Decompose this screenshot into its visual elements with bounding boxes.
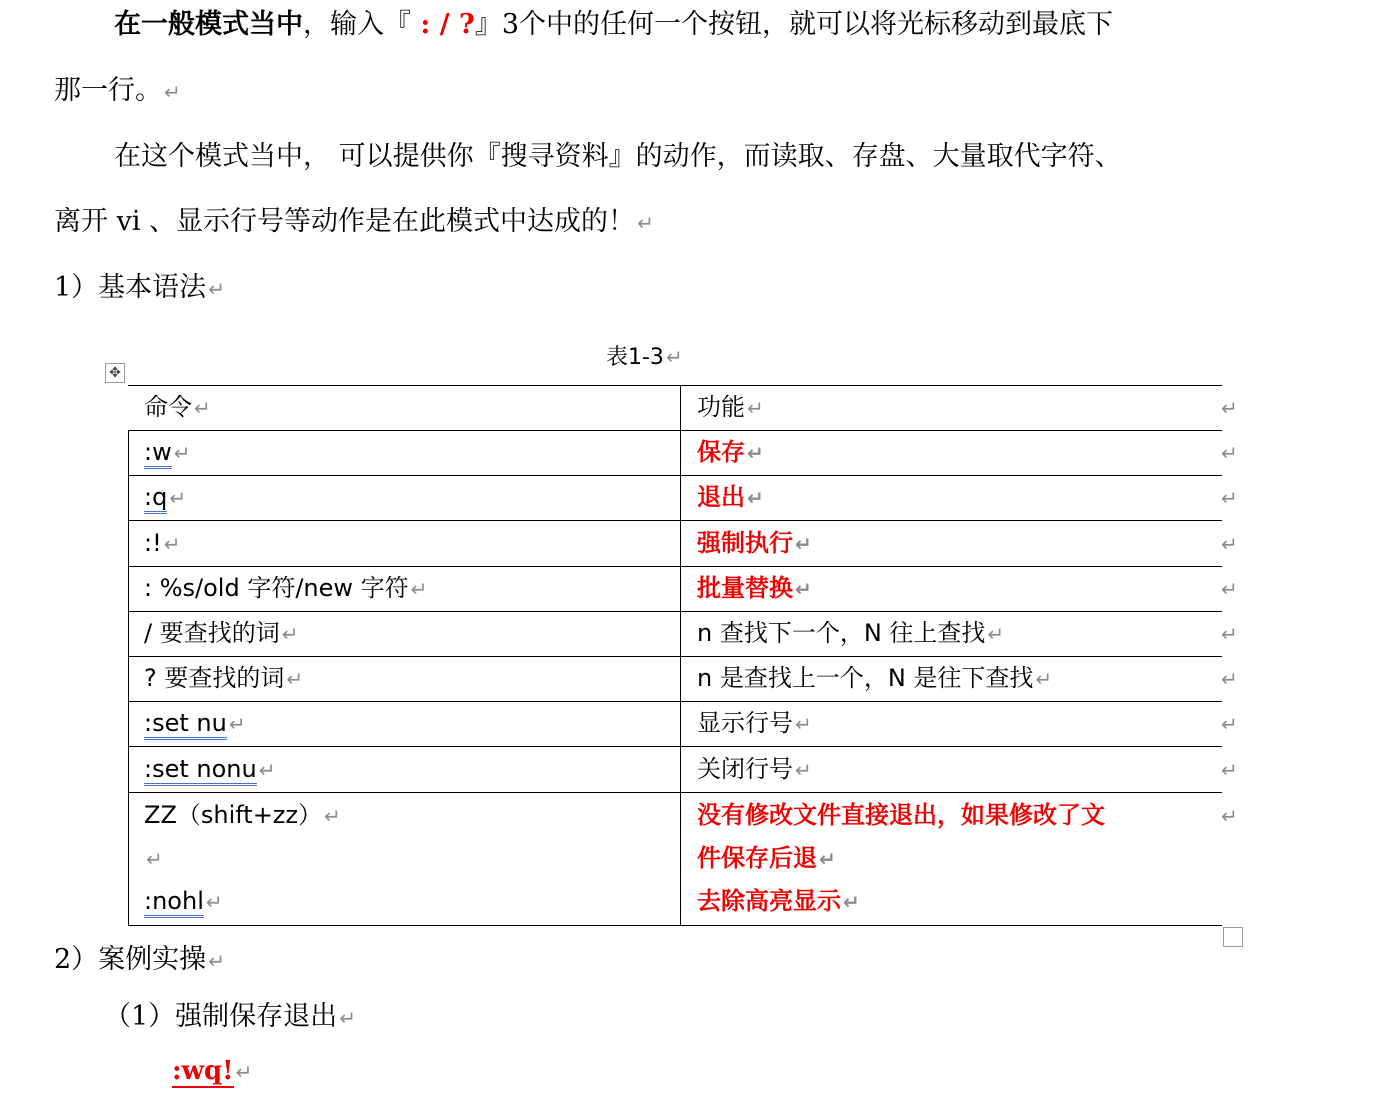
- paragraph-mark-icon: ↵: [228, 712, 246, 736]
- table-border: [128, 566, 1222, 567]
- header-text: 功能: [697, 393, 745, 421]
- paragraph-2-line-1: [114, 140, 1122, 174]
- paragraph-mark-icon: ↵: [163, 532, 181, 556]
- table-cell-function: [697, 886, 860, 917]
- key-list: : / ?: [411, 9, 475, 40]
- paragraph-mark-icon: ↵: [747, 441, 764, 465]
- table-header-function: [697, 392, 764, 423]
- function-text: n 是查找上一个，N 是往下查找: [697, 664, 1034, 692]
- section-heading-basic-syntax: [54, 271, 225, 306]
- function-text: 关闭行号: [697, 755, 793, 783]
- paragraph-mark-icon: ↵: [258, 758, 276, 782]
- text-segment: ，输入『: [303, 9, 411, 40]
- bold-phrase: 在一般模式当中: [114, 9, 303, 40]
- caption-text: 表1-3: [606, 345, 664, 370]
- function-text: 件保存后退: [697, 844, 817, 872]
- table-cell-function: [697, 573, 812, 604]
- command-text: ? 要查找的词: [144, 664, 285, 692]
- table-border: [128, 701, 1222, 702]
- table-cell-command: [144, 437, 190, 468]
- paragraph-mark-icon: ↵: [208, 277, 225, 301]
- row-end-mark-icon: ↵: [1221, 712, 1238, 736]
- paragraph-1-line-1: [114, 8, 1113, 42]
- paragraph-mark-icon: ↵: [194, 396, 211, 420]
- table-cell-function: [697, 800, 1105, 830]
- table-cell-command: [144, 800, 341, 831]
- command-text: ZZ（shift+zz）: [144, 801, 323, 829]
- function-text: 保存: [697, 438, 745, 466]
- table-border: [128, 475, 1222, 476]
- text-segment: 离开 vi 、显示行号等动作是在此模式中达成的！: [54, 206, 636, 237]
- row-end-mark-icon: ↵: [1221, 804, 1238, 828]
- command-text: :set nonu: [144, 755, 257, 786]
- table-border: [128, 611, 1222, 612]
- heading-text: 2）案例实操: [54, 944, 207, 975]
- example-command-line: [172, 1056, 252, 1086]
- paragraph-mark-icon: ↵: [339, 1006, 356, 1030]
- paragraph-mark-icon: ↵: [324, 804, 341, 828]
- table-cell-function: [697, 528, 812, 559]
- table-border: [128, 925, 1222, 926]
- table-resize-handle-icon[interactable]: [1223, 927, 1243, 947]
- table-border: [128, 430, 1222, 431]
- text-segment: 在这个模式当中， 可以提供你『搜寻资料』的动作，而读取、存盘、大量取代字符、: [114, 141, 1122, 172]
- table-cell-command: [144, 482, 186, 513]
- command-text: :!: [144, 529, 162, 557]
- subheading-text: （1）强制保存退出: [104, 1001, 338, 1032]
- table-cell-function: [697, 482, 764, 513]
- command-text: : %s/old 字符/new 字符: [144, 574, 409, 602]
- function-text: n 查找下一个，N 往上查找: [697, 619, 986, 647]
- paragraph-mark-icon: ↵: [164, 80, 181, 104]
- command-text: :set nu: [144, 709, 227, 740]
- paragraph-mark-icon: ↵: [795, 712, 812, 736]
- row-end-mark-icon: ↵: [1221, 622, 1238, 646]
- command-text: :w: [144, 438, 172, 469]
- paragraph-mark-icon: ↵: [747, 396, 764, 420]
- paragraph-mark-icon: ↵: [987, 622, 1005, 646]
- table-cell-function: [697, 843, 836, 874]
- paragraph-mark-icon: ↵: [208, 949, 225, 973]
- row-end-mark-icon: ↵: [1221, 667, 1238, 691]
- row-end-mark-icon: ↵: [1221, 396, 1238, 420]
- example-command: :wq!: [172, 1056, 234, 1086]
- paragraph-mark-icon: ↵: [1035, 667, 1053, 691]
- table-cell-function: [697, 708, 812, 739]
- function-text: 去除高亮显示: [697, 887, 841, 915]
- paragraph-mark-icon: ↵: [637, 211, 654, 235]
- heading-text: 1）基本语法: [54, 272, 207, 303]
- paragraph-mark-icon: ↵: [146, 847, 163, 871]
- table-column-divider: [680, 385, 681, 925]
- table-border: [128, 792, 1222, 793]
- function-text: 显示行号: [697, 709, 793, 737]
- table-border: [128, 746, 1222, 747]
- table-border: [128, 430, 129, 925]
- paragraph-mark-icon: ↵: [747, 486, 764, 510]
- paragraph-mark-icon: ↵: [410, 577, 428, 601]
- paragraph-mark-icon: ↵: [235, 1060, 253, 1084]
- command-text: :q: [144, 483, 167, 514]
- table-border: [128, 385, 1222, 386]
- section-heading-case-practice: [54, 943, 225, 978]
- row-end-mark-icon: ↵: [1221, 758, 1238, 782]
- table-cell-command: [144, 573, 427, 604]
- table-cell-function: [697, 663, 1052, 694]
- paragraph-1-line-2: [54, 74, 181, 109]
- text-segment: 』3个中的任何一个按钮，就可以将光标移动到最底下: [474, 9, 1114, 40]
- function-text: 退出: [697, 483, 745, 511]
- table-move-handle-icon[interactable]: ✥: [105, 363, 125, 383]
- paragraph-mark-icon: ↵: [795, 758, 812, 782]
- table-caption: [606, 340, 683, 371]
- table-cell-command: [144, 708, 246, 739]
- paragraph-mark-icon: ↵: [205, 890, 223, 914]
- table-border: [128, 656, 1222, 657]
- paragraph-2-line-2: [54, 205, 654, 240]
- table-cell-command: [144, 528, 180, 559]
- paragraph-mark-icon: ↵: [795, 577, 812, 601]
- paragraph-mark-icon: ↵: [795, 532, 812, 556]
- header-text: 命令: [144, 393, 192, 421]
- paragraph-mark-icon: ↵: [819, 847, 836, 871]
- table-cell-command-empty: [144, 843, 163, 874]
- paragraph-mark-icon: ↵: [281, 622, 299, 646]
- table-header-command: [144, 392, 211, 423]
- table-cell-function: [697, 618, 1004, 649]
- table-cell-function: [697, 437, 764, 468]
- table-cell-command: [144, 618, 298, 649]
- paragraph-mark-icon: ↵: [665, 345, 683, 369]
- paragraph-mark-icon: ↵: [843, 890, 860, 914]
- text-segment: 那一行。: [54, 75, 162, 106]
- paragraph-mark-icon: ↵: [286, 667, 304, 691]
- command-text: / 要查找的词: [144, 619, 280, 647]
- table-cell-function: [697, 754, 812, 785]
- row-end-mark-icon: ↵: [1221, 577, 1238, 601]
- paragraph-mark-icon: ↵: [169, 486, 187, 510]
- function-text: 批量替换: [697, 574, 793, 602]
- command-text: :nohl: [144, 887, 204, 918]
- function-text: 强制执行: [697, 529, 793, 557]
- table-cell-command: [144, 663, 303, 694]
- table-border: [128, 520, 1222, 521]
- table-cell-command: [144, 886, 223, 917]
- function-text: 没有修改文件直接退出，如果修改了文: [697, 801, 1105, 829]
- subheading-force-save-quit: [104, 1000, 356, 1035]
- row-end-mark-icon: ↵: [1221, 532, 1238, 556]
- row-end-mark-icon: ↵: [1221, 441, 1238, 465]
- row-end-mark-icon: ↵: [1221, 486, 1238, 510]
- paragraph-mark-icon: ↵: [173, 441, 191, 465]
- table-cell-command: [144, 754, 275, 785]
